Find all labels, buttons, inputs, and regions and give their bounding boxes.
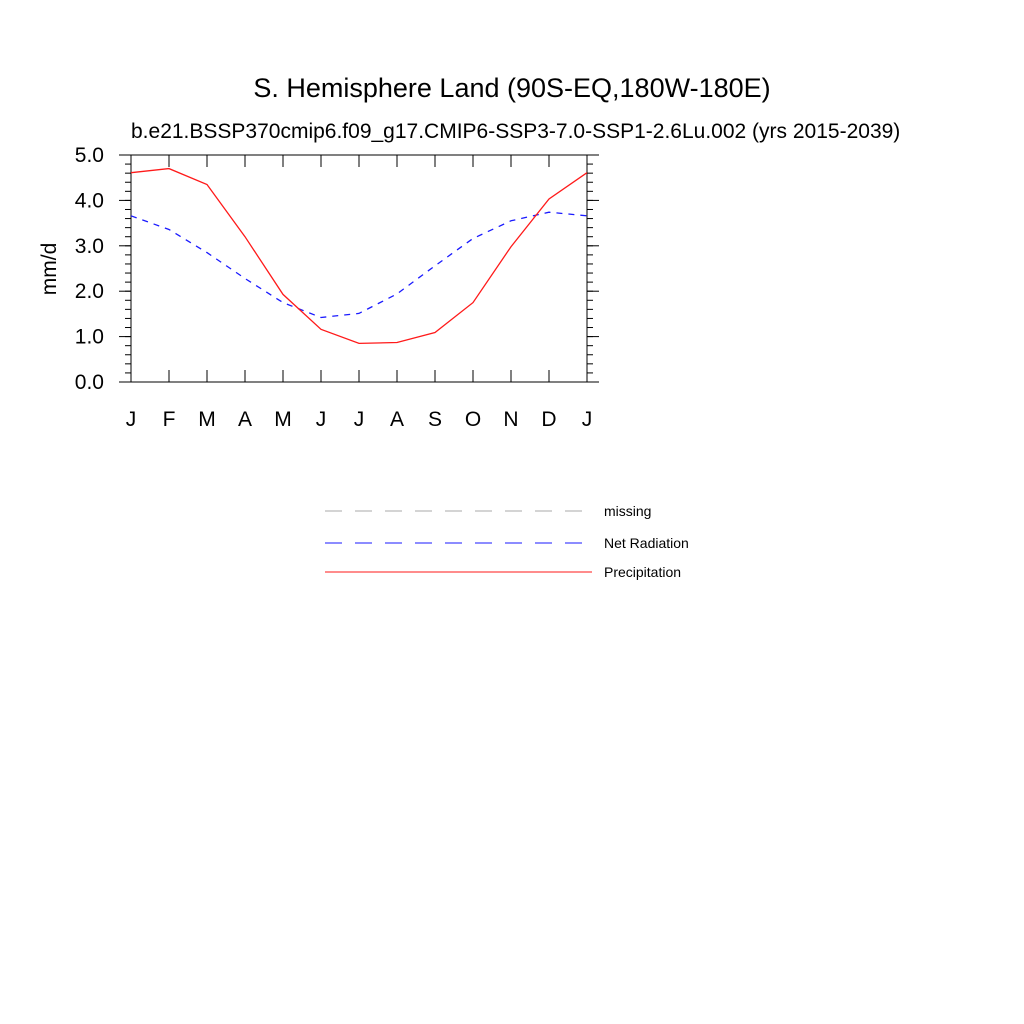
- legend-label: Precipitation: [604, 564, 682, 580]
- plot-frame: [131, 155, 587, 382]
- x-tick-label: M: [198, 408, 216, 431]
- x-tick-label: J: [581, 408, 593, 431]
- axis-ticks: [119, 155, 599, 382]
- x-tick-label: J: [353, 408, 365, 431]
- y-axis-label: mm/d: [38, 242, 61, 296]
- x-tick-label: N: [503, 408, 519, 431]
- x-tick-label: J: [125, 408, 137, 431]
- x-tick-label: M: [274, 408, 292, 431]
- x-tick-label: D: [541, 408, 557, 431]
- y-tick-label: 3.0: [74, 234, 104, 258]
- series-line-net-radiation: [131, 212, 587, 317]
- y-tick-label: 1.0: [74, 325, 104, 349]
- x-tick-label: O: [464, 408, 482, 431]
- x-tick-label: A: [389, 408, 405, 431]
- x-tick-label: F: [162, 408, 176, 431]
- tick-labels: [75, 144, 592, 431]
- chart-subtitle: b.e21.BSSP370cmip6.f09_g17.CMIP6-SSP3-7.0-SSP1-2.6Lu.002 (yrs 2015-2039): [131, 120, 901, 143]
- chart-title: S. Hemisphere Land (90S-EQ,180W-180E): [253, 73, 771, 103]
- y-tick-label: 0.0: [74, 371, 104, 394]
- y-tick-label: 5.0: [74, 144, 104, 167]
- legend-label: Net Radiation: [604, 535, 689, 551]
- x-tick-label: J: [315, 408, 327, 431]
- series-line-precipitation: [131, 169, 587, 344]
- y-tick-label: 4.0: [74, 189, 104, 213]
- series-layer: [131, 169, 587, 344]
- x-tick-label: A: [237, 408, 253, 431]
- x-tick-label: S: [427, 408, 443, 431]
- y-tick-label: 2.0: [74, 280, 104, 304]
- legend: [325, 503, 689, 580]
- legend-label: missing: [604, 503, 652, 519]
